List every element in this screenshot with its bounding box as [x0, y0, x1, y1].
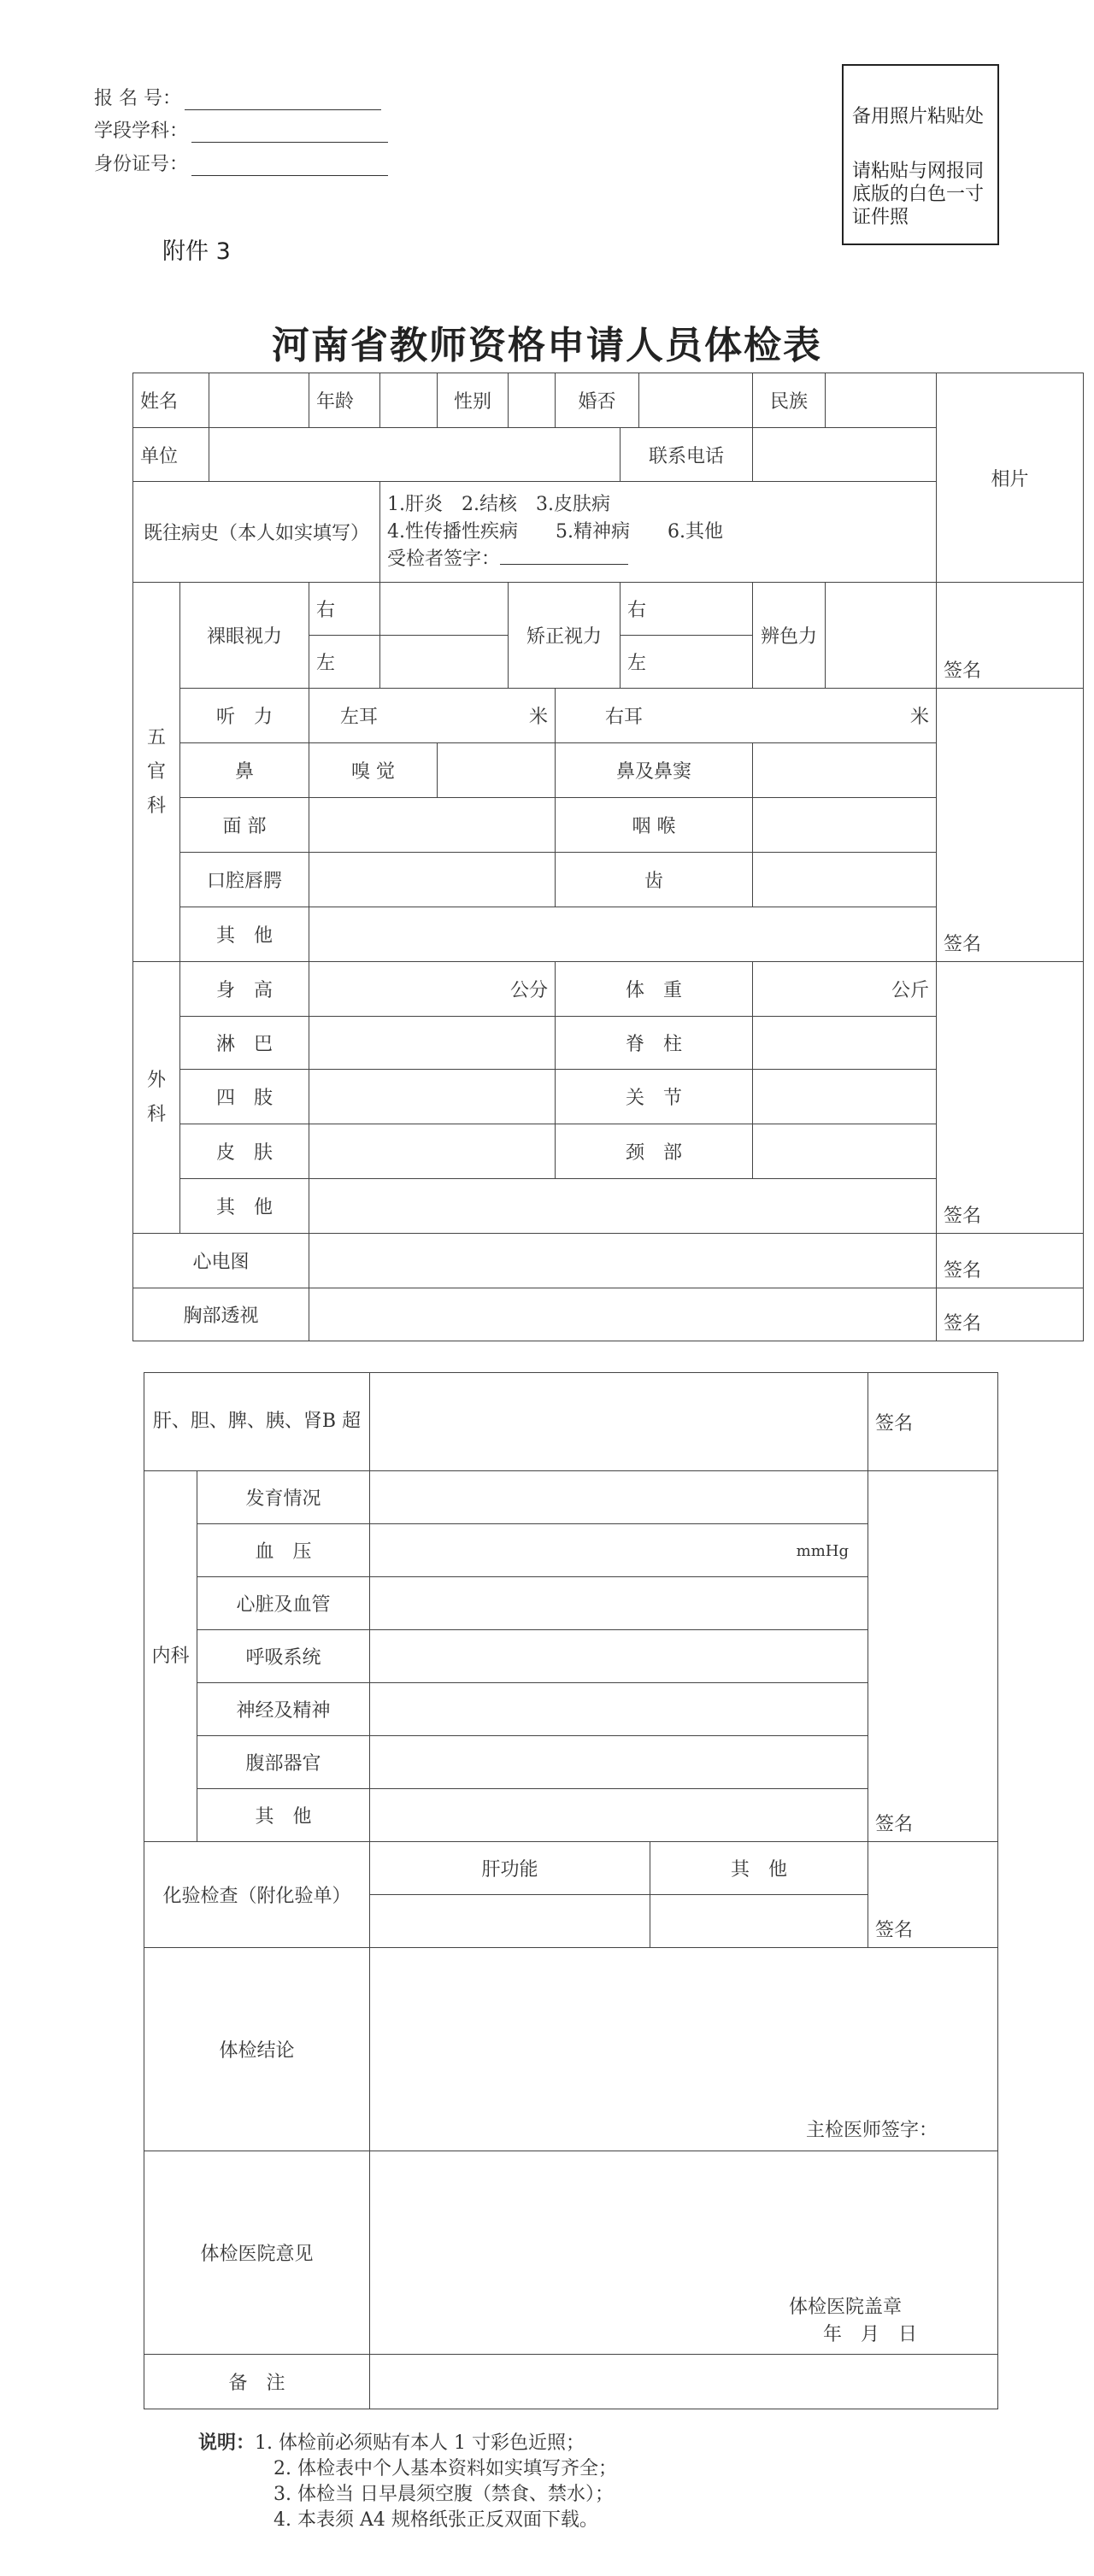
sinus-label: 鼻及鼻窦	[556, 743, 753, 798]
bp-label: 血 压	[197, 1524, 370, 1577]
exam-table-part1	[132, 373, 1084, 1341]
b-ultrasound-sign[interactable]: 签名	[868, 1373, 998, 1471]
age-value[interactable]	[380, 373, 438, 428]
smell-value[interactable]	[438, 743, 556, 798]
bp-value[interactable]	[370, 1524, 868, 1577]
phone-label: 联系电话	[621, 428, 753, 482]
neike-section-label: 内科	[144, 1471, 197, 1842]
chest-sign[interactable]: 签名	[937, 1288, 1084, 1341]
right-ear-label: 右耳	[605, 707, 644, 728]
weight-value[interactable]	[753, 962, 937, 1017]
surgery-other-value[interactable]	[309, 1179, 937, 1234]
ent-sign[interactable]: 签名	[937, 689, 1084, 962]
development-value[interactable]	[370, 1471, 868, 1524]
abdomen-label: 腹部器官	[197, 1736, 370, 1789]
hospital-seal-label: 体检医院盖章	[789, 2297, 903, 2318]
ent-other-value[interactable]	[309, 907, 937, 962]
subject-label: 学段学科：	[94, 120, 189, 142]
history-label: 既往病史（本人如实填写）	[133, 482, 380, 583]
left-ear-unit: 米	[529, 707, 549, 728]
remarks-label: 备 注	[144, 2355, 370, 2409]
color-vision-value[interactable]	[826, 583, 937, 689]
smell-label: 嗅 觉	[309, 743, 438, 798]
development-label: 发育情况	[197, 1471, 370, 1524]
doctor-sign-label: 主检医师签字：	[806, 2120, 938, 2141]
neuro-value[interactable]	[370, 1683, 868, 1736]
hospital-date-label: 年 月 日	[823, 2324, 918, 2345]
id-number-field	[94, 150, 388, 176]
abdomen-value[interactable]	[370, 1736, 868, 1789]
joints-label: 关 节	[556, 1070, 753, 1124]
internal-sign[interactable]: 签名	[868, 1471, 998, 1842]
limbs-value[interactable]	[309, 1070, 556, 1124]
ecg-label: 心电图	[133, 1234, 309, 1288]
right-ear-unit: 米	[910, 707, 930, 728]
heart-value[interactable]	[370, 1577, 868, 1630]
left-ear-label: 左耳	[340, 707, 379, 728]
liver-function-label: 肝功能	[370, 1842, 650, 1895]
ecg-value[interactable]	[309, 1234, 937, 1288]
sinus-value[interactable]	[753, 743, 937, 798]
exam-table-part2	[144, 1372, 998, 2409]
naked-vision-right-label: 右	[309, 583, 380, 636]
gender-value[interactable]	[509, 373, 556, 428]
b-ultrasound-label: 肝、胆、脾、胰、肾B 超	[144, 1373, 370, 1471]
note-item-2: 2. 体检表中个人基本资料如实填写齐全；	[274, 2458, 617, 2479]
id-number-line[interactable]	[191, 158, 388, 176]
name-label: 姓名	[133, 373, 209, 428]
photo-box-instruction: 请粘贴与网报同底版的白色一寸证件照	[852, 161, 985, 228]
lab-label: 化验检查（附化验单）	[144, 1842, 370, 1948]
ecg-sign[interactable]: 签名	[937, 1234, 1084, 1288]
chest-label: 胸部透视	[133, 1288, 309, 1341]
mouth-value[interactable]	[309, 853, 556, 907]
unit-value[interactable]	[209, 428, 621, 482]
lab-other-label: 其 他	[650, 1842, 868, 1895]
lymph-value[interactable]	[309, 1017, 556, 1070]
naked-vision-label: 裸眼视力	[180, 583, 309, 689]
backup-photo-box	[842, 64, 999, 245]
registration-number-line[interactable]	[185, 92, 381, 110]
corrected-vision-right-label: 右	[621, 583, 753, 636]
unit-label: 单位	[133, 428, 209, 482]
left-ear-cell[interactable]	[309, 689, 556, 743]
history-line-1: 1.肝炎 2.结核 3.皮肤病	[387, 493, 610, 515]
weight-label: 体 重	[556, 962, 753, 1017]
form-title: 河南省教师资格申请人员体检表	[272, 324, 822, 367]
naked-vision-right-value[interactable]	[380, 583, 509, 636]
color-vision-label: 辨色力	[753, 583, 826, 689]
surgery-other-label: 其 他	[180, 1179, 309, 1234]
subject-line[interactable]	[191, 125, 388, 143]
naked-vision-left-value[interactable]	[380, 636, 509, 689]
heart-label: 心脏及血管	[197, 1577, 370, 1630]
remarks-value[interactable]	[370, 2355, 998, 2409]
respiratory-value[interactable]	[370, 1630, 868, 1683]
registration-number-label: 报 名 号：	[94, 88, 181, 109]
history-line-2: 4.性传播性疾病 5.精神病 6.其他	[387, 520, 723, 543]
respiratory-label: 呼吸系统	[197, 1630, 370, 1683]
note-item-1: 1. 体检前必须贴有本人 1 寸彩色近照；	[255, 2432, 585, 2454]
hospital-opinion-label: 体检医院意见	[144, 2151, 370, 2355]
wuguan-section-label: 五官科	[133, 583, 180, 962]
bp-unit: mmHg	[796, 1542, 850, 1560]
height-value[interactable]	[309, 962, 556, 1017]
chest-value[interactable]	[309, 1288, 937, 1341]
lab-other-value[interactable]	[650, 1895, 868, 1948]
gender-label: 性别	[438, 373, 509, 428]
skin-label: 皮 肤	[180, 1124, 309, 1179]
lymph-label: 淋 巴	[180, 1017, 309, 1070]
naked-vision-left-label: 左	[309, 636, 380, 689]
ent-other-label: 其 他	[180, 907, 309, 962]
face-label: 面 部	[180, 798, 309, 853]
note-item-4: 4. 本表须 A4 规格纸张正反双面下载。	[274, 2509, 598, 2531]
notes-section	[198, 2431, 617, 2533]
nose-label: 鼻	[180, 743, 309, 798]
corrected-vision-left-label: 左	[621, 636, 753, 689]
throat-label: 咽 喉	[556, 798, 753, 853]
internal-other-value[interactable]	[370, 1789, 868, 1842]
hearing-label: 听 力	[180, 689, 309, 743]
skin-value[interactable]	[309, 1124, 556, 1179]
mouth-label: 口腔唇腭	[180, 853, 309, 907]
throat-value[interactable]	[753, 798, 937, 853]
name-value[interactable]	[209, 373, 309, 428]
joints-value[interactable]	[753, 1070, 937, 1124]
photo-cell[interactable]: 相片	[937, 373, 1084, 583]
ethnicity-value[interactable]	[826, 373, 937, 428]
b-ultrasound-value[interactable]	[370, 1373, 868, 1471]
subject-field	[94, 116, 388, 143]
marital-value[interactable]	[639, 373, 753, 428]
surgery-sign[interactable]: 签名	[937, 962, 1084, 1234]
hospital-opinion-value[interactable]	[370, 2151, 998, 2355]
history-line-3	[387, 546, 929, 573]
corrected-vision-label: 矫正视力	[509, 583, 621, 689]
conclusion-value[interactable]	[370, 1948, 998, 2151]
age-label: 年龄	[309, 373, 380, 428]
neck-value[interactable]	[753, 1124, 937, 1179]
face-value[interactable]	[309, 798, 556, 853]
photo-box-title: 备用照片粘贴处	[852, 106, 985, 127]
spine-label: 脊 柱	[556, 1017, 753, 1070]
history-options[interactable]	[380, 482, 937, 583]
teeth-label: 齿	[556, 853, 753, 907]
ethnicity-label: 民族	[753, 373, 826, 428]
neuro-label: 神经及精神	[197, 1683, 370, 1736]
attachment-label: 附件 3	[162, 238, 231, 265]
phone-value[interactable]	[753, 428, 937, 482]
notes-lead: 说明：	[198, 2432, 256, 2454]
limbs-label: 四 肢	[180, 1070, 309, 1124]
height-label: 身 高	[180, 962, 309, 1017]
weight-unit: 公斤	[891, 980, 930, 1001]
examinee-sign-line[interactable]	[500, 547, 628, 565]
teeth-value[interactable]	[753, 853, 937, 907]
lab-sign[interactable]: 签名	[868, 1842, 998, 1948]
liver-function-value[interactable]	[370, 1895, 650, 1948]
internal-other-label: 其 他	[197, 1789, 370, 1842]
spine-value[interactable]	[753, 1017, 937, 1070]
examinee-sign-label: 受检者签字：	[387, 548, 501, 570]
waike-section-label: 外科	[133, 962, 180, 1234]
conclusion-label: 体检结论	[144, 1948, 370, 2151]
note-item-3: 3. 体检当 日早晨须空腹（禁食、禁水）；	[274, 2484, 614, 2505]
right-ear-cell[interactable]	[556, 689, 937, 743]
neck-label: 颈 部	[556, 1124, 753, 1179]
marital-label: 婚否	[556, 373, 639, 428]
id-number-label: 身份证号：	[94, 154, 189, 175]
registration-number-field	[94, 84, 381, 110]
height-unit: 公分	[510, 980, 549, 1001]
vision-sign[interactable]: 签名	[937, 583, 1084, 689]
